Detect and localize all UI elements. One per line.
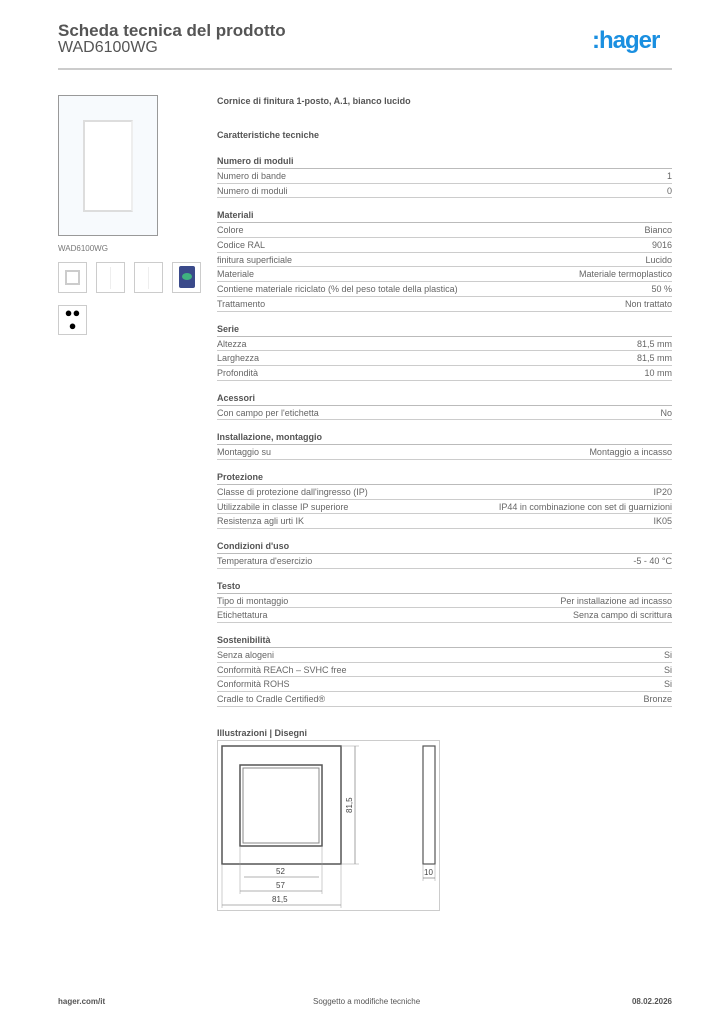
document-title: Scheda tecnica del prodotto [58, 21, 286, 40]
technical-drawing [217, 740, 440, 911]
spec-row [217, 406, 672, 421]
characteristics-title: Caratteristiche tecniche [217, 130, 320, 140]
spec-value: Materiale termoplastico [578, 269, 672, 280]
spec-label: Etichettatura [217, 610, 268, 621]
spec-row [217, 594, 672, 609]
spec-label: Numero di bande [217, 171, 287, 181]
spec-section [217, 209, 672, 311]
spec-row [217, 238, 672, 253]
spec-value: 50 % [651, 284, 672, 295]
section-title: Numero di moduli [217, 155, 672, 169]
frame-thumbnail-icon[interactable] [58, 262, 87, 293]
footer-date: 08.02.2026 [631, 997, 672, 1006]
spec-row [217, 169, 672, 184]
spec-label: Codice RAL [217, 240, 266, 251]
footer-note: Soggetto a modifiche tecniche [313, 997, 421, 1006]
spec-row [217, 351, 672, 366]
spec-value: 1 [666, 171, 672, 181]
spec-label: finitura superficiale [217, 254, 293, 265]
spec-label: Classe di protezione dall'ingresso (IP) [217, 486, 368, 497]
spec-label: Contiene materiale riciclato (% del peso totale della plastica) [217, 284, 458, 295]
spec-section [217, 431, 672, 460]
product-image [58, 95, 158, 236]
spec-row [217, 485, 672, 500]
spec-section [217, 392, 672, 421]
dim-mid-label: 57 [276, 881, 285, 890]
spec-label: Temperatura d'esercizio [217, 556, 313, 566]
spec-value: 81,5 mm [636, 353, 672, 364]
water-drops-icon: ●● ● [58, 305, 87, 335]
spec-row [217, 337, 672, 352]
spec-row [217, 500, 672, 515]
spec-label: Numero di moduli [217, 185, 288, 196]
spec-value: 10 mm [644, 367, 672, 378]
spec-row [217, 663, 672, 678]
spec-row [217, 267, 672, 282]
spec-label: Conformità ROHS [217, 679, 290, 690]
side-thumbnail-icon[interactable] [134, 262, 163, 293]
spec-section [217, 580, 672, 623]
spec-row [217, 366, 672, 381]
spec-row [217, 608, 672, 623]
section-title: Acessori [217, 392, 672, 406]
spec-value: Bronze [643, 694, 672, 705]
spec-label: Utilizzabile in classe IP superiore [217, 501, 349, 512]
spec-value: 81,5 mm [636, 338, 672, 349]
spec-row [217, 514, 672, 529]
section-title: Materiali [217, 209, 672, 223]
spec-row [217, 677, 672, 692]
section-title: Serie [217, 323, 672, 337]
dim-depth-label: 10 [424, 868, 433, 877]
spec-row [217, 445, 672, 460]
spec-value: Senza campo di scrittura [572, 610, 672, 621]
spec-value: Si [663, 679, 672, 690]
spec-value: 0 [666, 185, 672, 196]
spec-value: Per installazione ad incasso [560, 595, 672, 606]
spec-label: Con campo per l'etichetta [217, 407, 319, 418]
product-title: Cornice di finitura 1-posto, A.1, bianco lucido [217, 96, 411, 106]
section-title: Protezione [217, 471, 672, 485]
specs-panel [217, 96, 672, 738]
side-thumbnail-icon[interactable] [96, 262, 125, 293]
spec-section [217, 155, 672, 198]
spec-label: Materiale [217, 269, 255, 280]
spec-value: 9016 [651, 240, 672, 251]
spec-value: Bianco [644, 225, 672, 236]
section-title: Installazione, montaggio [217, 431, 672, 445]
footer-website[interactable]: hager.com/it [58, 997, 106, 1006]
spec-label: Altezza [217, 338, 247, 349]
spec-value: IP20 [653, 486, 672, 497]
spec-row [217, 184, 672, 199]
cradle-to-cradle-badge-icon[interactable] [172, 262, 201, 293]
spec-label: Cradle to Cradle Certified® [217, 694, 326, 705]
spec-value: -5 - 40 °C [633, 556, 672, 566]
spec-row [217, 297, 672, 312]
spec-label: Conformità REACh – SVHC free [217, 664, 347, 675]
spec-label: Colore [217, 225, 244, 236]
spec-label: Resistenza agli urti IK [217, 516, 305, 527]
spec-section [217, 634, 672, 707]
dim-width-label: 81,5 [272, 895, 288, 904]
spec-label: Senza alogeni [217, 650, 275, 661]
spec-label: Trattamento [217, 298, 266, 309]
spec-value: Si [663, 664, 672, 675]
spec-value: No [660, 407, 672, 418]
spec-section [217, 471, 672, 529]
header-divider [58, 68, 672, 70]
dim-inner-label: 52 [276, 867, 285, 876]
spec-label: Tipo di montaggio [217, 595, 289, 606]
section-title: Condizioni d'uso [217, 540, 672, 554]
spec-label: Profondità [217, 367, 259, 378]
spec-value: IP44 in combinazione con set di guarnizioni [498, 501, 672, 512]
spec-row [217, 253, 672, 268]
product-code: WAD6100WG [58, 39, 158, 56]
spec-value: Montaggio a incasso [589, 447, 672, 458]
spec-section [217, 323, 672, 381]
section-title: Sostenibilità [217, 634, 672, 648]
spec-section [217, 540, 672, 569]
spec-label: Larghezza [217, 353, 260, 364]
illustrations-title: Illustrazioni | Disegni [217, 727, 308, 738]
spec-value: Si [663, 650, 672, 661]
spec-value: Non trattato [624, 298, 672, 309]
spec-label: Montaggio su [217, 447, 272, 458]
spec-row [217, 554, 672, 569]
hager-logo: :hager [592, 27, 660, 54]
dim-height-label: 81,5 [345, 797, 354, 813]
spec-row [217, 692, 672, 707]
section-title: Testo [217, 580, 672, 594]
image-caption: WAD6100WG [58, 244, 108, 253]
spec-value: IK05 [653, 516, 672, 527]
spec-row [217, 223, 672, 238]
spec-row [217, 648, 672, 663]
spec-row [217, 282, 672, 297]
spec-value: Lucido [645, 254, 672, 265]
